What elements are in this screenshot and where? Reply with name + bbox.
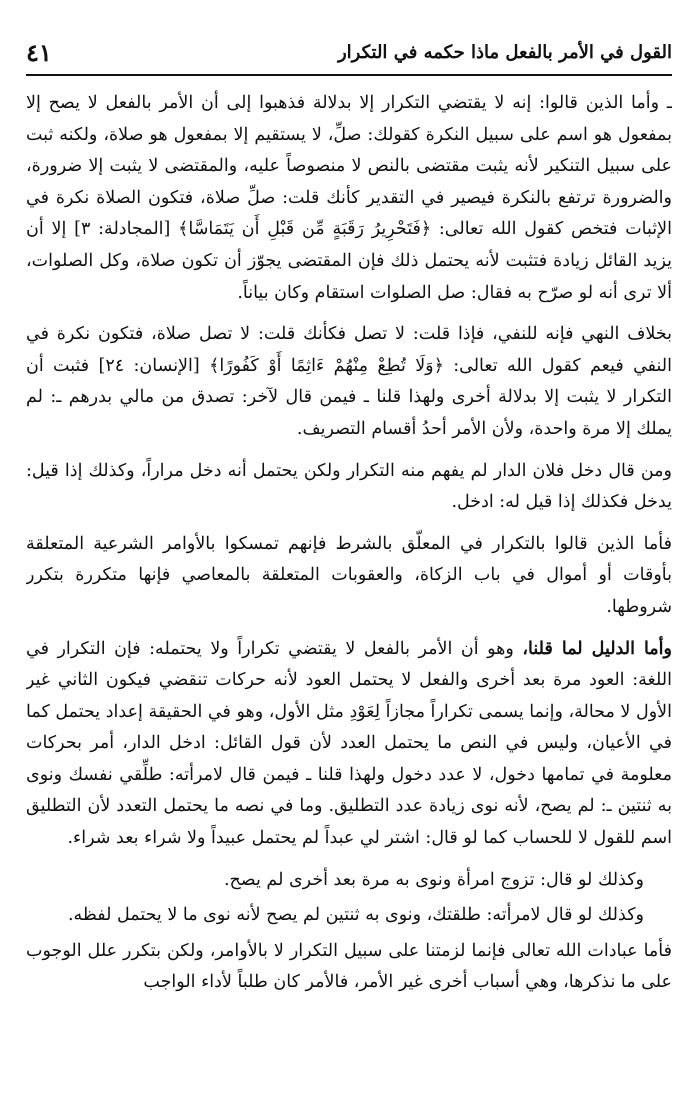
- paragraph: [26, 900, 672, 932]
- paragraph: [26, 88, 672, 309]
- paragraph: [26, 456, 672, 519]
- paragraph: [26, 936, 672, 999]
- page-number: ٤١: [26, 37, 52, 67]
- paragraph: [26, 865, 672, 897]
- paragraph-text: وكذلك لو قال: تزوج امرأة ونوى به مرة بعد أخرى لم يصح.: [223, 869, 644, 890]
- paragraph-text: وهو أن الأمر بالفعل لا يقتضي تكراراً ولا يحتمله: فإن التكرار في اللغة: العود مرة بعد أخرى والفعل لا يحتمل العود لأنه حركات تنقضي فيكون الثاني غير الأول لا محالة، وإنما يسمى تكراراً مجازاً لِعَوْدِ مثل الأول، وهو في الحقيقة إعداد يحتمل كما في الأعيان، وليس في النص ما يحتمل العدد لأن قول القائل: ادخل الدار، أمر بحركات معلومة في تمامها دخول، لا عدد دخول ولهذا قلنا ـ فيمن قال لامرأته: طلِّقي نفسك ونوى به ثنتين ـ: لم يصح، لأنه نوى زيادة عدد التطليق. وما في نصه ما يحتمل التعدد لأن التطليق اسم للقول لا للحساب كما لو قال: اشتر لي عبداً لم يحتمل عبيداً ولا شراء بعد شراء.: [26, 638, 672, 849]
- paragraph-text: ـ وأما الذين قالوا: إنه لا يقتضي التكرار إلا بدلالة فذهبوا إلى أن الأمر بالفعل لا يصح إلا بمفعول هو اسم على سبيل النكرة كقولك: صلِّ، لا يستقيم إلا بمفعول هو صلاة، ولكنه ثبت على سبيل التنكير لأنه يثبت مقتضى بالنص لا منصوصاً عليه، والمقتضى لا يثبت إلا ضرورة، والضرورة ترتفع بالنكرة فيصير في التقدير كأنك قلت: صلِّ صلاة، فتكون الصلاة نكرة في الإثبات فتخص كقول الله تعالى: ﴿فَتَحْرِيرُ رَقَبَةٍ مِّن قَبْلِ أَن يَتَمَاسَّا﴾ [المجادلة: ٣] إلا أن يزيد القائل زيادة فتثبت لأنه يحتمل ذلك فإن المقتضى يجوّز أن تكون صلاة، وكل الصلوات، ألا ترى أنه لو صرّح به فقال: صل الصلوات استقام وكان بياناً.: [26, 93, 672, 303]
- running-header: [26, 30, 672, 76]
- chapter-title: القول في الأمر بالفعل ماذا حكمه في التكرار: [337, 41, 672, 63]
- page-body: [26, 88, 672, 1086]
- paragraph-text: بخلاف النهي فإنه للنفي، فإذا قلت: لا تصل فكأنك قلت: لا تصل صلاة، فتكون نكرة في النفي فيعم كقول الله تعالى: ﴿وَلَا تُطِعْ مِنْهُمْ ءَاثِمًا أَوْ كَفُورًا﴾ [الإنسان: ٢٤] فثبت أن التكرار لا يثبت إلا بدلالة أخرى ولهذا قلنا ـ فيمن قال لآخر: تصدق من مالي بدرهم ـ: لم يملك إلا مرة واحدة، ولأن الأمر أحدُ أقسام التصريف.: [26, 324, 672, 439]
- paragraph-text: فأما عبادات الله تعالى فإنما لزمتنا على سبيل التكرار لا بالأوامر، ولكن بتكرر علل الوجوب على ما نذكرها، وهي أسباب أخرى غير الأمر، فالأمر كان طلباً لأداء الواجب: [26, 940, 672, 993]
- paragraph-text: ومن قال دخل فلان الدار لم يفهم منه التكرار ولكن يحتمل أنه دخل مراراً، وكذلك إذا قيل: يدخل فكذلك إذا قيل له: ادخل.: [26, 460, 672, 513]
- paragraph: [26, 634, 672, 855]
- paragraph: [26, 319, 672, 445]
- paragraph-text: وكذلك لو قال لامرأته: طلقتك، ونوى به ثنتين لم يصح لأنه نوى ما لا يحتمل لفظه.: [67, 905, 644, 926]
- paragraph: [26, 529, 672, 624]
- paragraph-lead: وأما الدليل لما قلنا،: [522, 638, 672, 659]
- paragraph-text: فأما الذين قالوا بالتكرار في المعلّق بالشرط فإنهم تمسكوا بالأوامر الشرعية المتعلقة بأوقات أو أموال في باب الزكاة، والعقوبات المتعلقة بالمعاصي فإنها متكررة بتكرر شروطها.: [26, 533, 672, 617]
